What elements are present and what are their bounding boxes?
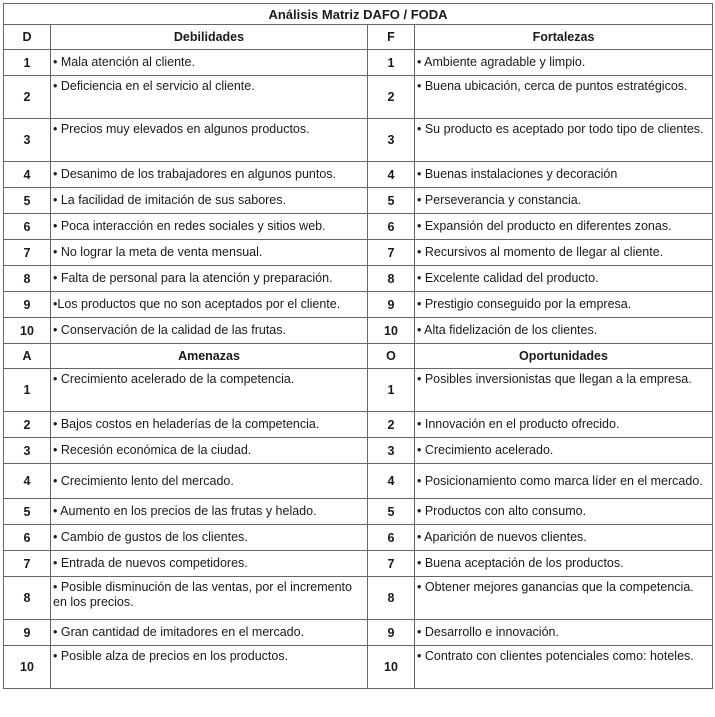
row-number: 10 (368, 646, 415, 689)
row-number: 6 (4, 525, 51, 551)
opportunity-cell: • Obtener mejores ganancias que la competencia. (415, 577, 713, 620)
weakness-cell: • La facilidad de imitación de sus sabores. (51, 188, 368, 214)
strength-cell: • Excelente calidad del producto. (415, 266, 713, 292)
weakness-cell: • Poca interacción en redes sociales y sitios web. (51, 214, 368, 240)
table-row (4, 119, 713, 162)
table-row (4, 464, 713, 499)
bottom_section-left-letter: A (4, 344, 51, 369)
table-row (4, 369, 713, 412)
strength-cell: • Su producto es aceptado por todo tipo de clientes. (415, 119, 713, 162)
row-number: 7 (368, 551, 415, 577)
table-row (4, 499, 713, 525)
table-row (4, 525, 713, 551)
bottom_section-right-heading: Oportunidades (415, 344, 713, 369)
strength-cell: • Perseverancia y constancia. (415, 188, 713, 214)
table-row (4, 266, 713, 292)
row-number: 10 (368, 318, 415, 344)
table-row (4, 240, 713, 266)
weakness-cell: • Conservación de la calidad de las frutas. (51, 318, 368, 344)
row-number: 1 (4, 50, 51, 76)
table-row (4, 646, 713, 689)
dafo-table (3, 3, 713, 689)
row-number: 8 (4, 577, 51, 620)
row-number: 5 (4, 499, 51, 525)
row-number: 1 (368, 50, 415, 76)
row-number: 5 (368, 499, 415, 525)
strength-cell: • Expansión del producto en diferentes zonas. (415, 214, 713, 240)
row-number: 7 (368, 240, 415, 266)
table-row (4, 50, 713, 76)
row-number: 4 (4, 162, 51, 188)
row-number: 7 (4, 551, 51, 577)
row-number: 9 (4, 620, 51, 646)
table-row (4, 318, 713, 344)
row-number: 3 (4, 438, 51, 464)
table-row (4, 76, 713, 119)
table-row (4, 620, 713, 646)
top_section-left-heading: Debilidades (51, 25, 368, 50)
row-number: 1 (4, 369, 51, 412)
bottom_section-left-heading: Amenazas (51, 344, 368, 369)
top_section-right-letter: F (368, 25, 415, 50)
row-number: 3 (4, 119, 51, 162)
threat-cell: • Cambio de gustos de los clientes. (51, 525, 368, 551)
row-number: 6 (368, 525, 415, 551)
row-number: 4 (4, 464, 51, 499)
weakness-cell: •Los productos que no son aceptados por el cliente. (51, 292, 368, 318)
strength-cell: • Alta fidelización de los clientes. (415, 318, 713, 344)
threat-cell: • Crecimiento lento del mercado. (51, 464, 368, 499)
table-row (4, 188, 713, 214)
weakness-cell: • Desanimo de los trabajadores en algunos puntos. (51, 162, 368, 188)
row-number: 5 (368, 188, 415, 214)
table-row (4, 214, 713, 240)
opportunity-cell: • Buena aceptación de los productos. (415, 551, 713, 577)
opportunity-cell: • Productos con alto consumo. (415, 499, 713, 525)
opportunity-cell: • Posicionamiento como marca líder en el mercado. (415, 464, 713, 499)
strength-cell: • Buena ubicación, cerca de puntos estratégicos. (415, 76, 713, 119)
bottom_section-right-letter: O (368, 344, 415, 369)
row-number: 9 (368, 292, 415, 318)
row-number: 2 (4, 412, 51, 438)
opportunity-cell: • Desarrollo e innovación. (415, 620, 713, 646)
row-number: 4 (368, 464, 415, 499)
row-number: 6 (4, 214, 51, 240)
row-number: 3 (368, 438, 415, 464)
row-number: 6 (368, 214, 415, 240)
threat-cell: • Gran cantidad de imitadores en el mercado. (51, 620, 368, 646)
table-row (4, 577, 713, 620)
opportunity-cell: • Posibles inversionistas que llegan a la empresa. (415, 369, 713, 412)
strength-cell: • Recursivos al momento de llegar al cliente. (415, 240, 713, 266)
table-row (4, 551, 713, 577)
weakness-cell: • Falta de personal para la atención y preparación. (51, 266, 368, 292)
table-title: Análisis Matriz DAFO / FODA (4, 4, 713, 25)
row-number: 2 (4, 76, 51, 119)
row-number: 9 (4, 292, 51, 318)
strength-cell: • Buenas instalaciones y decoración (415, 162, 713, 188)
opportunity-cell: • Innovación en el producto ofrecido. (415, 412, 713, 438)
row-number: 2 (368, 76, 415, 119)
table-row (4, 162, 713, 188)
row-number: 3 (368, 119, 415, 162)
row-number: 8 (368, 266, 415, 292)
top_section-right-heading: Fortalezas (415, 25, 713, 50)
row-number: 4 (368, 162, 415, 188)
weakness-cell: • Mala atención al cliente. (51, 50, 368, 76)
threat-cell: • Posible alza de precios en los productos. (51, 646, 368, 689)
row-number: 10 (4, 646, 51, 689)
row-number: 2 (368, 412, 415, 438)
top_section-left-letter: D (4, 25, 51, 50)
weakness-cell: • Deficiencia en el servicio al cliente. (51, 76, 368, 119)
threat-cell: • Posible disminución de las ventas, por el incremento en los precios. (51, 577, 368, 620)
row-number: 8 (4, 266, 51, 292)
opportunity-cell: • Contrato con clientes potenciales como: hoteles. (415, 646, 713, 689)
strength-cell: • Ambiente agradable y limpio. (415, 50, 713, 76)
threat-cell: • Bajos costos en heladerías de la competencia. (51, 412, 368, 438)
row-number: 7 (4, 240, 51, 266)
threat-cell: • Recesión económica de la ciudad. (51, 438, 368, 464)
table-row (4, 292, 713, 318)
row-number: 10 (4, 318, 51, 344)
table-row (4, 438, 713, 464)
bottom_section-header-row (4, 344, 713, 369)
opportunity-cell: • Crecimiento acelerado. (415, 438, 713, 464)
strength-cell: • Prestigio conseguido por la empresa. (415, 292, 713, 318)
table-row (4, 412, 713, 438)
row-number: 5 (4, 188, 51, 214)
weakness-cell: • Precios muy elevados en algunos productos. (51, 119, 368, 162)
threat-cell: • Aumento en los precios de las frutas y helado. (51, 499, 368, 525)
row-number: 8 (368, 577, 415, 620)
threat-cell: • Crecimiento acelerado de la competencia. (51, 369, 368, 412)
threat-cell: • Entrada de nuevos competidores. (51, 551, 368, 577)
row-number: 9 (368, 620, 415, 646)
weakness-cell: • No lograr la meta de venta mensual. (51, 240, 368, 266)
row-number: 1 (368, 369, 415, 412)
opportunity-cell: • Aparición de nuevos clientes. (415, 525, 713, 551)
top_section-header-row (4, 25, 713, 50)
